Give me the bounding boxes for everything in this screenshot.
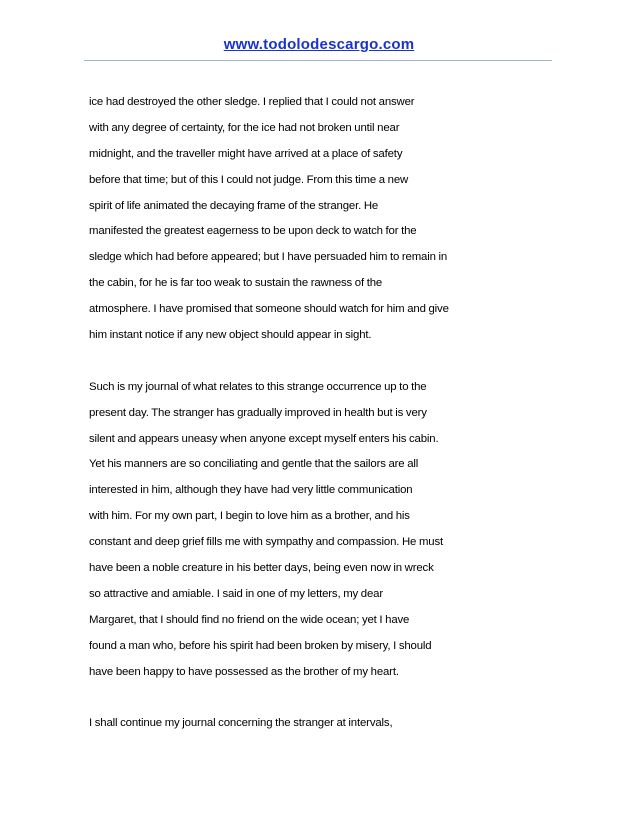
text-line: with him. For my own part, I begin to love him as a brother, and his: [89, 510, 410, 523]
text-line: have been happy to have possessed as the brother of my heart.: [89, 665, 399, 678]
website-link[interactable]: www.todolodescargo.com: [223, 36, 415, 53]
text-line: atmosphere. I have promised that someone should watch for him and give: [89, 303, 449, 316]
paragraph-2: [89, 375, 559, 686]
text-line: midnight, and the traveller might have arrived at a place of safety: [89, 147, 403, 160]
text-line: present day. The stranger has gradually improved in health but is very: [89, 406, 427, 419]
text-line: found a man who, before his spirit had been broken by misery, I should: [89, 639, 432, 652]
text-line: manifested the greatest eagerness to be upon deck to watch for the: [89, 225, 417, 238]
text-line: spirit of life animated the decaying frame of the stranger. He: [89, 199, 379, 212]
text-line: him instant notice if any new object should appear in sight.: [89, 329, 372, 342]
paragraph-1: [89, 90, 559, 349]
text-line: ice had destroyed the other sledge. I replied that I could not answer: [89, 96, 415, 108]
page-header: [0, 36, 638, 54]
text-line: constant and deep grief fills me with sympathy and compassion. He must: [89, 536, 444, 549]
paragraph-gap: [89, 685, 559, 711]
document-body: [89, 90, 559, 737]
header-divider: [84, 60, 552, 61]
text-line: interested in him, although they have had very little communication: [89, 484, 413, 497]
text-line: so attractive and amiable. I said in one of my letters, my dear: [89, 587, 384, 600]
text-line: Yet his manners are so conciliating and gentle that the sailors are all: [89, 458, 419, 471]
text-line: before that time; but of this I could not judge. From this time a new: [89, 173, 409, 186]
text-line: sledge which had before appeared; but I have persuaded him to remain in: [89, 251, 448, 264]
text-line: Such is my journal of what relates to this strange occurrence up to the: [89, 380, 427, 393]
paragraph-3: [89, 711, 559, 737]
text-line: with any degree of certainty, for the ice had not broken until near: [89, 121, 400, 134]
text-line: Margaret, that I should find no friend on the wide ocean; yet I have: [89, 613, 410, 626]
text-line: I shall continue my journal concerning the stranger at intervals,: [89, 717, 393, 730]
text-line: silent and appears uneasy when anyone except myself enters his cabin.: [89, 432, 439, 445]
text-line: have been a noble creature in his better days, being even now in wreck: [89, 562, 434, 575]
paragraph-gap: [89, 349, 559, 375]
text-line: the cabin, for he is far too weak to sustain the rawness of the: [89, 277, 383, 290]
